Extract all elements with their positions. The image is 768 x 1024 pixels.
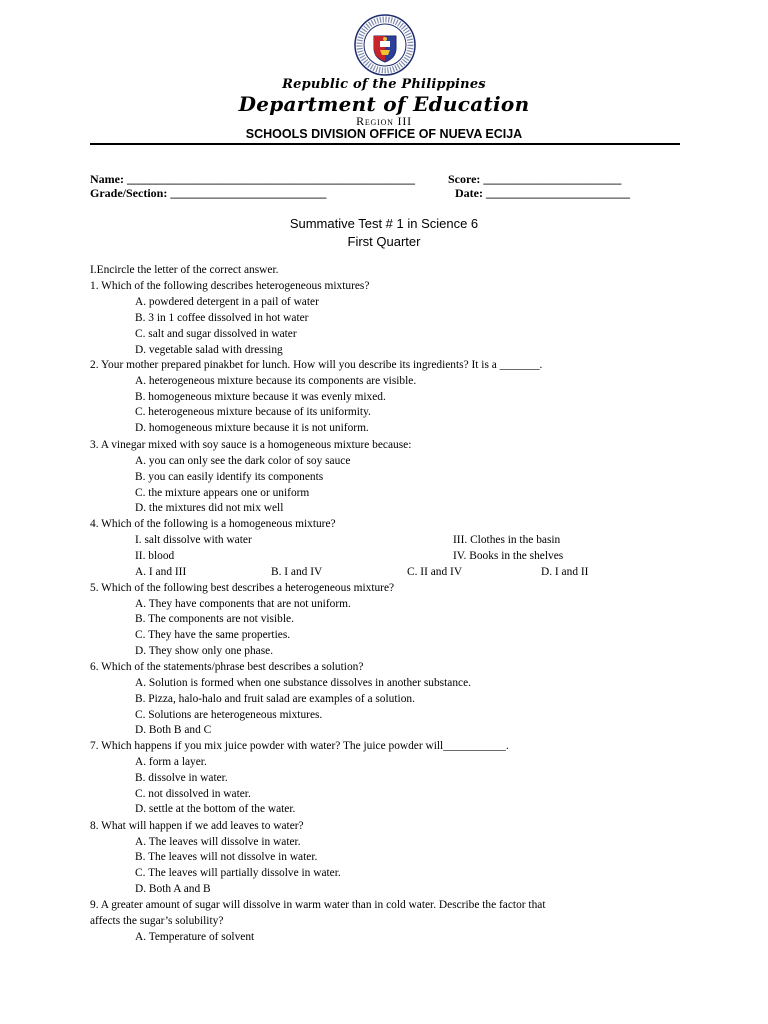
department-heading: Department of Education xyxy=(238,92,530,116)
choice[interactable]: A. you can only see the dark color of soy sauce xyxy=(135,455,351,467)
date-field[interactable]: Date: ________________________ xyxy=(455,186,630,200)
choice[interactable]: B. homogeneous mixture because it was evenly mixed. xyxy=(135,391,386,403)
choice[interactable]: D. homogeneous mixture because it is not uniform. xyxy=(135,422,369,434)
question-stem: 3. A vinegar mixed with soy sauce is a homogeneous mixture because: xyxy=(90,439,412,451)
choice[interactable]: A. The leaves will dissolve in water. xyxy=(135,836,301,848)
choice[interactable]: D. They show only one phase. xyxy=(135,645,274,657)
name-field[interactable]: Name: ________________________________________________ xyxy=(90,172,415,186)
deped-seal-icon xyxy=(354,14,416,76)
choice[interactable]: B. The leaves will not dissolve in water. xyxy=(135,851,318,863)
choice[interactable]: C. salt and sugar dissolved in water xyxy=(135,328,297,340)
choice[interactable]: D. Both B and C xyxy=(135,724,212,736)
region-heading: Region III xyxy=(356,114,412,128)
question-stem: 7. Which happens if you mix juice powder with water? The juice powder will___________. xyxy=(90,740,509,752)
choice[interactable]: C. The leaves will partially dissolve in water. xyxy=(135,867,341,879)
question-stem: 2. Your mother prepared pinakbet for lunch. How will you describe its ingredients? It is a _______. xyxy=(90,359,543,371)
division-heading: SCHOOLS DIVISION OFFICE OF NUEVA ECIJA xyxy=(245,127,523,141)
list-item: III. Clothes in the basin xyxy=(453,534,561,546)
choice[interactable]: D. the mixtures did not mix well xyxy=(135,502,284,514)
choice[interactable]: A. Temperature of solvent xyxy=(135,931,255,943)
choice[interactable]: D. I and II xyxy=(541,566,589,578)
choice[interactable]: C. the mixture appears one or uniform xyxy=(135,487,310,499)
choice[interactable]: D. Both A and B xyxy=(135,883,211,895)
question-stem: 4. Which of the following is a homogeneous mixture? xyxy=(90,518,336,530)
choice[interactable]: A. They have components that are not uniform. xyxy=(135,598,351,610)
choice[interactable]: C. not dissolved in water. xyxy=(135,788,251,800)
choice[interactable]: B. you can easily identify its components xyxy=(135,471,324,483)
choice[interactable]: B. dissolve in water. xyxy=(135,772,228,784)
question-stem-continued: affects the sugar’s solubility? xyxy=(90,915,224,927)
question-stem: 9. A greater amount of sugar will dissolve in warm water than in cold water. Describe the factor that xyxy=(90,899,546,911)
question-stem: 8. What will happen if we add leaves to water? xyxy=(90,820,304,832)
choice[interactable]: D. settle at the bottom of the water. xyxy=(135,803,296,815)
header-divider xyxy=(90,143,680,145)
choice[interactable]: C. heterogeneous mixture because of its uniformity. xyxy=(135,406,371,418)
test-quarter: First Quarter xyxy=(347,234,421,249)
choice[interactable]: A. I and III xyxy=(135,566,187,578)
grade-section-field[interactable]: Grade/Section: __________________________ xyxy=(90,186,327,200)
choice[interactable]: B. I and IV xyxy=(271,566,323,578)
choice[interactable]: A. form a layer. xyxy=(135,756,207,768)
test-title: Summative Test # 1 in Science 6 xyxy=(289,216,479,231)
question-stem: 1. Which of the following describes heterogeneous mixtures? xyxy=(90,280,370,292)
list-item: IV. Books in the shelves xyxy=(453,550,564,562)
choice[interactable]: C. II and IV xyxy=(407,566,463,578)
choice[interactable]: C. Solutions are heterogeneous mixtures. xyxy=(135,709,323,721)
question-stem: 5. Which of the following best describes a heterogeneous mixture? xyxy=(90,582,395,594)
choice[interactable]: B. The components are not visible. xyxy=(135,613,294,625)
choice[interactable]: C. They have the same properties. xyxy=(135,629,291,641)
list-item: II. blood xyxy=(135,550,175,562)
instructions: I.Encircle the letter of the correct answer. xyxy=(90,264,279,276)
choice[interactable]: D. vegetable salad with dressing xyxy=(135,344,283,356)
score-field[interactable]: Score: _______________________ xyxy=(448,172,622,186)
choice[interactable]: A. Solution is formed when one substance dissolves in another substance. xyxy=(135,677,471,689)
list-item: I. salt dissolve with water xyxy=(135,534,252,546)
choice[interactable]: B. 3 in 1 coffee dissolved in hot water xyxy=(135,312,309,324)
choice[interactable]: A. heterogeneous mixture because its components are visible. xyxy=(135,375,417,387)
choice[interactable]: B. Pizza, halo-halo and fruit salad are examples of a solution. xyxy=(135,693,415,705)
question-stem: 6. Which of the statements/phrase best describes a solution? xyxy=(90,661,364,673)
choice[interactable]: A. powdered detergent in a pail of water xyxy=(135,296,319,308)
republic-heading: Republic of the Philippines xyxy=(282,77,486,92)
